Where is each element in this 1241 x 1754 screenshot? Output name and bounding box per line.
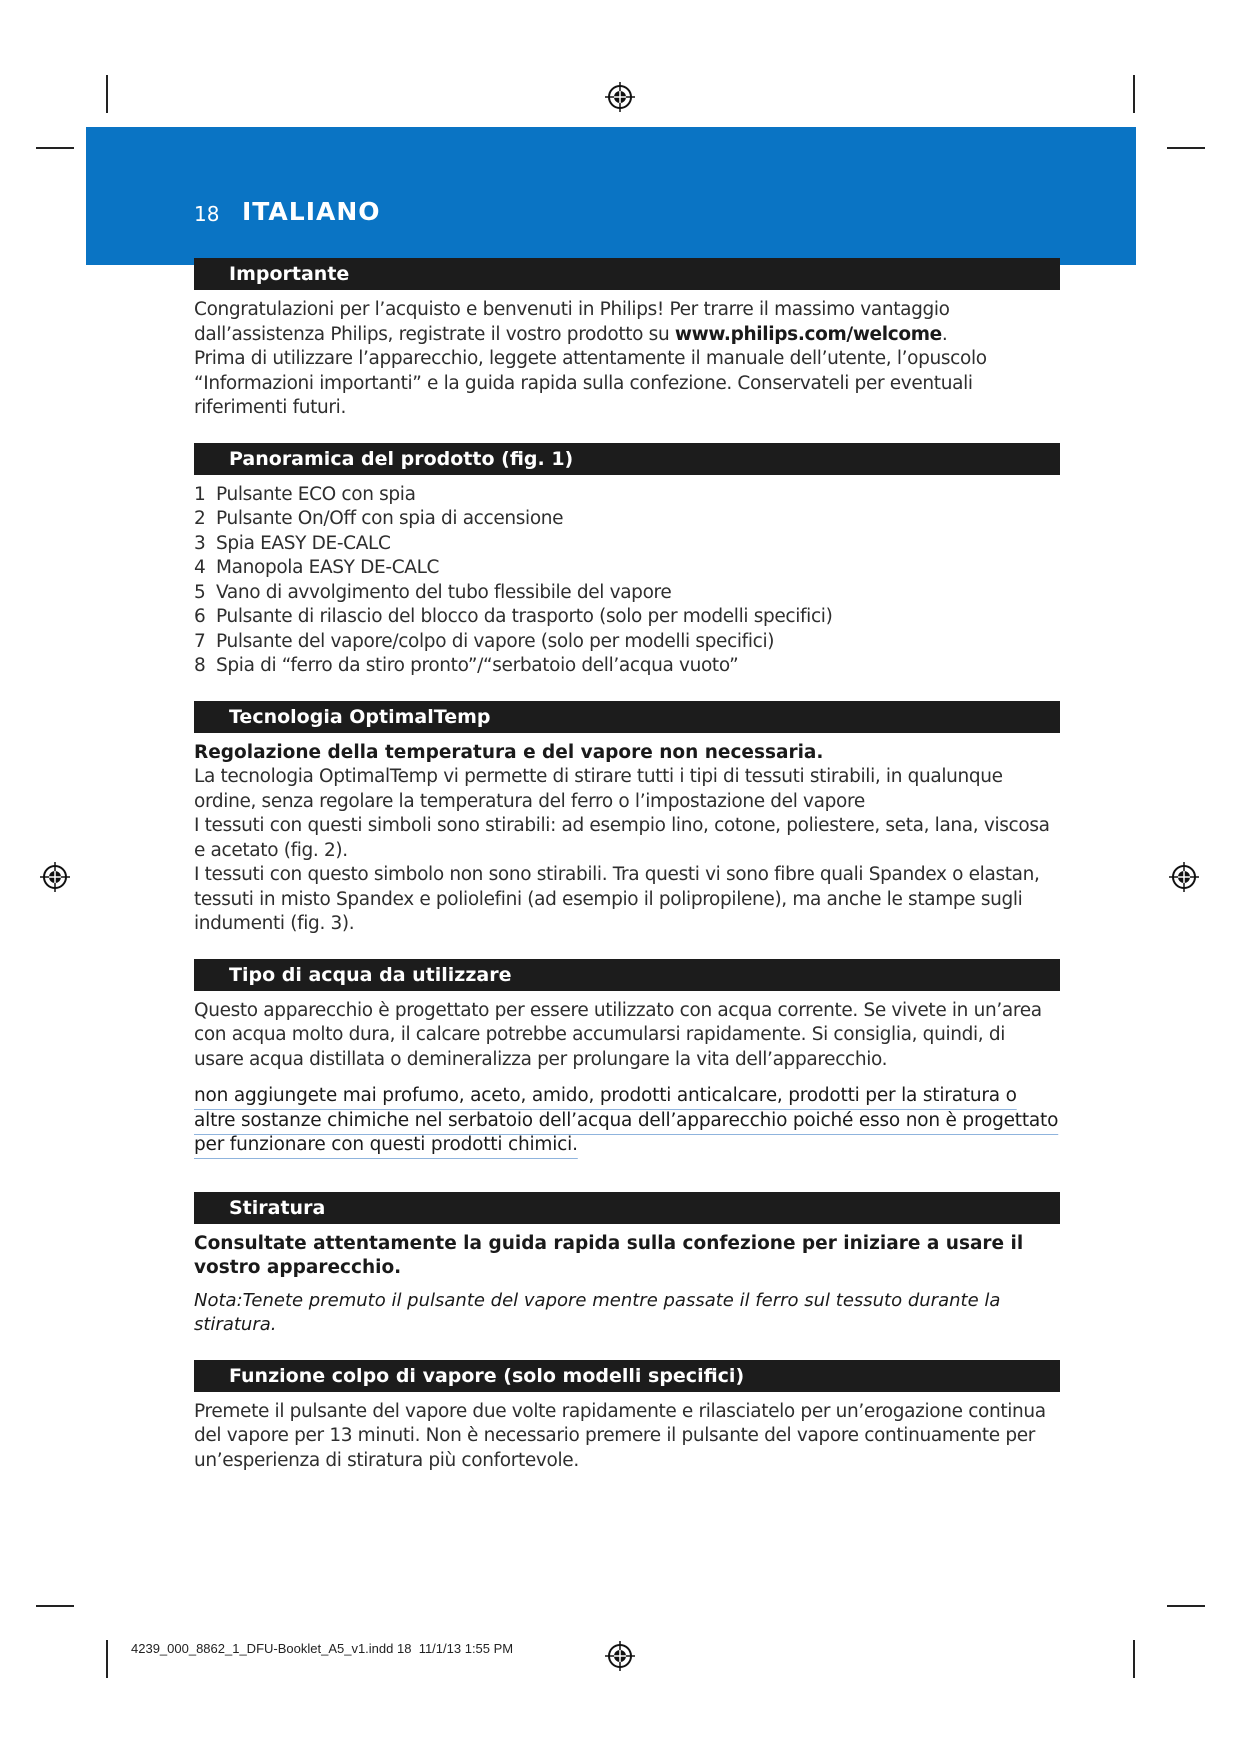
list-item-text: Manopola EASY DE-CALC bbox=[216, 557, 440, 578]
list-item bbox=[194, 483, 1060, 508]
list-item-number: 1 bbox=[194, 483, 206, 505]
list-item-number: 7 bbox=[194, 630, 206, 652]
acqua-warning-text: non aggiungete mai profumo, aceto, amido, prodotti anticalcare, prodotti per la stiratura o altre sostanze chimiche nel serbatoio dell’acqua dell’apparecchio poiché esso non è progettato per funzionare con questi prodotti chimici. bbox=[194, 1085, 1059, 1155]
product-parts-list bbox=[194, 483, 1060, 679]
list-item-text: Vano di avvolgimento del tubo flessibile del vapore bbox=[216, 581, 672, 603]
registration-mark-icon bbox=[605, 1641, 635, 1671]
page-number: 18 bbox=[194, 202, 220, 226]
list-item-text: Spia EASY DE-CALC bbox=[216, 532, 391, 554]
tecnologia-paragraph-2: I tessuti con questi simboli sono stirabili: ad esempio lino, cotone, poliestere, seta, lana, viscosa e acetato (fig. 2). bbox=[194, 815, 1050, 861]
list-item-number: 3 bbox=[194, 532, 206, 554]
list-item bbox=[194, 654, 1060, 679]
section-title-colpo-di-vapore: Funzione colpo di vapore (solo modelli specifici) bbox=[194, 1360, 1060, 1392]
list-item-number: 5 bbox=[194, 581, 206, 603]
crop-mark bbox=[36, 147, 74, 149]
section-title-panoramica: Panoramica del prodotto (fig. 1) bbox=[194, 443, 1060, 475]
crop-mark bbox=[106, 1640, 108, 1678]
registration-mark-icon bbox=[1169, 862, 1199, 892]
header-banner bbox=[86, 127, 1136, 265]
acqua-warning bbox=[194, 1084, 1060, 1158]
main-content bbox=[194, 258, 1060, 1473]
list-item bbox=[194, 507, 1060, 532]
crop-mark bbox=[36, 1605, 74, 1607]
list-item-text: Pulsante del vapore/colpo di vapore (solo per modelli specifici) bbox=[216, 630, 775, 652]
crop-mark bbox=[106, 75, 108, 113]
section-title-acqua: Tipo di acqua da utilizzare bbox=[194, 959, 1060, 991]
list-item bbox=[194, 630, 1060, 655]
philips-welcome-link[interactable]: www.philips.com/welcome bbox=[674, 323, 942, 345]
colpo-paragraph: Premete il pulsante del vapore due volte rapidamente e rilasciatelo per un’erogazione continua del vapore per 13 minuti. Non è necessario premere il pulsante del vapore continuamente per un’esperienza di stiratura più confortevole. bbox=[194, 1400, 1046, 1471]
acqua-paragraph: Questo apparecchio è progettato per essere utilizzato con acqua corrente. Se vivete in un’area con acqua molto dura, il calcare potrebbe accumularsi rapidamente. Si consiglia, quindi, di usare acqua distillata o demineralizza per prolungare la vita dell’apparecchio. bbox=[194, 999, 1042, 1070]
crop-mark bbox=[1133, 1640, 1135, 1678]
list-item-number: 4 bbox=[194, 557, 206, 578]
list-item-text: Spia di “ferro da stiro pronto”/“serbatoio dell’acqua vuoto” bbox=[216, 655, 739, 676]
list-item-text: Pulsante ECO con spia bbox=[216, 483, 416, 505]
section-title-importante: Importante bbox=[194, 258, 1060, 290]
tecnologia-paragraph-1: La tecnologia OptimalTemp vi permette di stirare tutti i tipi di tessuti stirabili, in qualunque ordine, senza regolare la temperatura del ferro o l’impostazione del vapore bbox=[194, 766, 1003, 812]
importante-paragraph bbox=[194, 298, 1060, 347]
tecnologia-lead: Regolazione della temperatura e del vapore non necessaria. bbox=[194, 741, 824, 763]
list-item bbox=[194, 605, 1060, 630]
importante-paragraph-2: Prima di utilizzare l’apparecchio, leggete attentamente il manuale dell’utente, l’opuscolo “Informazioni importanti” e la guida rapida sulla confezione. Conservateli per eventuali riferimenti futuri. bbox=[194, 348, 987, 418]
list-item-text: Pulsante On/Off con spia di accensione bbox=[216, 508, 564, 529]
slug-filename: 4239_000_8862_1_DFU-Booklet_A5_v1.indd 18 bbox=[131, 1641, 412, 1656]
crop-mark bbox=[1167, 147, 1205, 149]
list-item bbox=[194, 532, 1060, 557]
importante-text-end: . bbox=[941, 323, 948, 345]
print-slug bbox=[131, 1641, 513, 1656]
section-title-stiratura: Stiratura bbox=[194, 1192, 1060, 1224]
registration-mark-icon bbox=[605, 82, 635, 112]
list-item bbox=[194, 556, 1060, 581]
stiratura-note: Nota:Tenete premuto il pulsante del vapore mentre passate il ferro sul tessuto durante la stiratura. bbox=[194, 1289, 1001, 1335]
slug-date: 11/1/13 1:55 PM bbox=[418, 1641, 514, 1656]
list-item bbox=[194, 581, 1060, 606]
list-item-number: 6 bbox=[194, 606, 206, 627]
stiratura-lead: Consultate attentamente la guida rapida sulla confezione per iniziare a usare il vostro apparecchio. bbox=[194, 1232, 1024, 1278]
tecnologia-paragraph-3: I tessuti con questo simbolo non sono stirabili. Tra questi vi sono fibre quali Spandex o elastan, tessuti in misto Spandex e poliolefini (ad esempio il polipropilene), ma anche le stampe sugli indumenti (fig. 3). bbox=[194, 864, 1040, 934]
crop-mark bbox=[1133, 75, 1135, 113]
importante-text: Congratulazioni per l’acquisto e benvenuti in Philips! Per trarre il massimo vantaggio dall’assistenza Philips, registrate il vostro prodotto su bbox=[194, 299, 950, 345]
list-item-number: 8 bbox=[194, 655, 206, 676]
registration-mark-icon bbox=[40, 862, 70, 892]
list-item-text: Pulsante di rilascio del blocco da trasporto (solo per modelli specifici) bbox=[216, 606, 833, 627]
language-title: ITALIANO bbox=[242, 197, 381, 226]
crop-mark bbox=[1167, 1605, 1205, 1607]
list-item-number: 2 bbox=[194, 508, 206, 529]
section-title-tecnologia: Tecnologia OptimalTemp bbox=[194, 701, 1060, 733]
